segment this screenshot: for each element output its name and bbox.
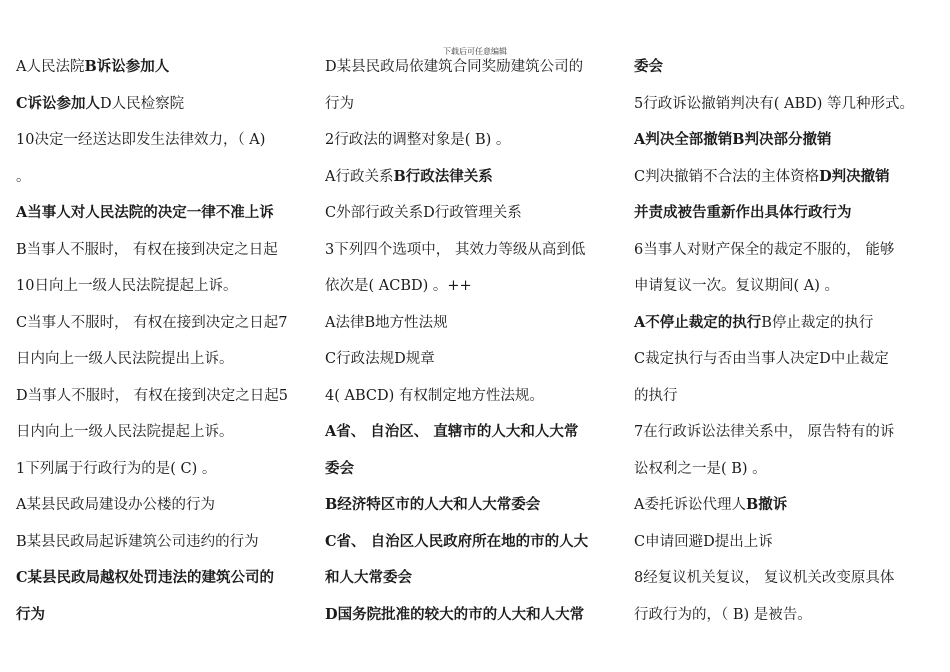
text-segment: C判决撤销不合法的主体资格 — [634, 168, 820, 185]
text-segment: 10日向上一级人民法院提起上诉。 — [16, 278, 238, 294]
text-segment: 讼权利之一是( B) 。 — [634, 460, 767, 477]
text-line — [16, 129, 320, 166]
text-segment: 2行政法的调整对象是( B) 。 — [325, 132, 511, 148]
text-line — [634, 275, 946, 312]
text-column-2 — [325, 56, 631, 640]
text-line — [634, 129, 946, 166]
text-segment: 。 — [16, 168, 31, 185]
text-segment: 的执行 — [634, 387, 678, 404]
bold-text-segment: A不停止裁定的执行 — [634, 313, 762, 331]
bold-text-segment: D判决撤销 — [819, 167, 890, 185]
text-line — [16, 385, 320, 422]
text-line — [634, 312, 946, 349]
text-segment: 日内向上一级人民法院提起上诉。 — [16, 424, 234, 440]
bold-text-segment: D国务院批准的较大的市的人大和人大常 — [325, 605, 585, 623]
bold-text-segment: B行政法律关系 — [393, 167, 493, 185]
text-segment: 行政行为的，（ B) 是被告。 — [634, 606, 812, 623]
text-line — [634, 494, 946, 531]
text-segment: 7在行政诉讼法律关系中， 原告特有的诉 — [634, 424, 895, 440]
text-line — [16, 348, 320, 385]
bold-text-segment: B诉讼参加人 — [84, 58, 170, 75]
text-segment: C行政法规D规章 — [325, 351, 435, 367]
text-line — [325, 458, 631, 495]
text-line — [634, 166, 946, 203]
text-line — [325, 385, 631, 422]
text-line — [634, 458, 946, 495]
text-line — [325, 93, 631, 130]
text-line — [16, 202, 320, 239]
text-line — [325, 56, 631, 93]
text-segment: 5行政诉讼撤销判决有( ABD) 等几种形式。 — [634, 95, 915, 112]
bold-text-segment: B撤诉 — [745, 496, 788, 513]
text-line — [325, 312, 631, 349]
text-segment: 4( ABCD) 有权制定地方性法规。 — [325, 387, 544, 404]
page-header-note: 下载后可任意编辑 — [443, 47, 507, 56]
text-segment: A行政关系 — [325, 168, 394, 185]
text-line — [325, 239, 631, 276]
text-line — [16, 93, 320, 130]
bold-text-segment: C某县民政局越权处罚违法的建筑公司的 — [16, 569, 275, 586]
text-line — [16, 567, 320, 604]
text-line — [16, 166, 320, 203]
text-segment: C裁定执行与否由当事人决定D中止裁定 — [634, 351, 889, 367]
text-segment: C当事人不服时， 有权在接到决定之日起7 — [16, 314, 288, 331]
text-line — [16, 56, 320, 93]
text-segment: B某县民政局起诉建筑公司违约的行为 — [16, 533, 259, 550]
text-line — [634, 93, 946, 130]
text-line — [16, 494, 320, 531]
text-segment: C外部行政关系D行政管理关系 — [325, 205, 522, 221]
text-segment: 6当事人对财产保全的裁定不服的， 能够 — [634, 241, 895, 258]
text-segment: B停止裁定的执行 — [761, 314, 874, 331]
text-segment: D当事人不服时， 有权在接到决定之日起5 — [16, 387, 288, 404]
text-line — [325, 421, 631, 458]
bold-text-segment: C诉讼参加人 — [16, 94, 101, 112]
text-line — [325, 166, 631, 203]
text-line — [634, 421, 946, 458]
text-segment: 3下列四个选项中， 其效力等级从高到低 — [325, 241, 586, 258]
bold-text-segment: B经济特区市的人大和人大常委会 — [325, 496, 541, 513]
text-line — [325, 348, 631, 385]
text-segment: C申请回避D提出上诉 — [634, 533, 773, 550]
bold-text-segment: 和人大常委会 — [325, 569, 412, 586]
text-line — [325, 567, 631, 604]
text-segment: D人民检察院 — [100, 95, 185, 112]
text-line — [634, 202, 946, 239]
text-segment: 申请复议一次。复议期间( A) 。 — [634, 278, 840, 294]
bold-text-segment: 委会 — [634, 58, 663, 75]
text-line — [634, 348, 946, 385]
text-line — [634, 604, 946, 641]
text-line — [325, 604, 631, 641]
text-segment: B当事人不服时， 有权在接到决定之日起 — [16, 241, 278, 258]
text-line — [325, 129, 631, 166]
text-segment: A法律B地方性法规 — [325, 314, 448, 331]
bold-text-segment: 并责成被告重新作出具体行政行为 — [634, 204, 852, 221]
text-column-1 — [16, 56, 320, 640]
text-segment: 8经复议机关复议， 复议机关改变原具体 — [634, 570, 895, 586]
text-segment: D某县民政局依建筑合同奖励建筑公司的 — [325, 59, 584, 75]
text-line — [634, 385, 946, 422]
text-segment: A某县民政局建设办公楼的行为 — [16, 497, 215, 513]
bold-text-segment: A判决全部撤销B判决部分撤销 — [634, 131, 832, 148]
text-line — [16, 275, 320, 312]
text-line — [634, 531, 946, 568]
text-line — [16, 421, 320, 458]
text-line — [325, 202, 631, 239]
text-line — [325, 531, 631, 568]
text-line — [16, 531, 320, 568]
text-segment: A委托诉讼代理人 — [634, 497, 746, 513]
text-segment: A人民法院 — [16, 59, 85, 75]
bold-text-segment: A省、 自治区、 直辖市的人大和人大常 — [325, 423, 579, 440]
text-segment: 日内向上一级人民法院提出上诉。 — [16, 351, 234, 367]
bold-text-segment: 委会 — [325, 459, 354, 477]
text-line — [16, 604, 320, 641]
bold-text-segment: C省、 自治区人民政府所在地的市的人大 — [325, 532, 589, 550]
text-line — [325, 494, 631, 531]
text-line — [16, 312, 320, 349]
text-line — [634, 239, 946, 276]
text-line — [634, 567, 946, 604]
bold-text-segment: 行为 — [16, 605, 45, 623]
text-column-3 — [634, 56, 946, 640]
text-line — [16, 239, 320, 276]
text-line — [325, 275, 631, 312]
text-line — [634, 56, 946, 93]
text-segment: 依次是( ACBD) 。++ — [325, 278, 472, 294]
bold-text-segment: A当事人对人民法院的决定一律不准上诉 — [16, 204, 274, 221]
text-line — [16, 458, 320, 495]
text-segment: 行为 — [325, 95, 354, 112]
text-segment: 10决定一经送达即发生法律效力，（ A) — [16, 132, 266, 148]
text-segment: 1下列属于行政行为的是( C) 。 — [16, 460, 217, 477]
